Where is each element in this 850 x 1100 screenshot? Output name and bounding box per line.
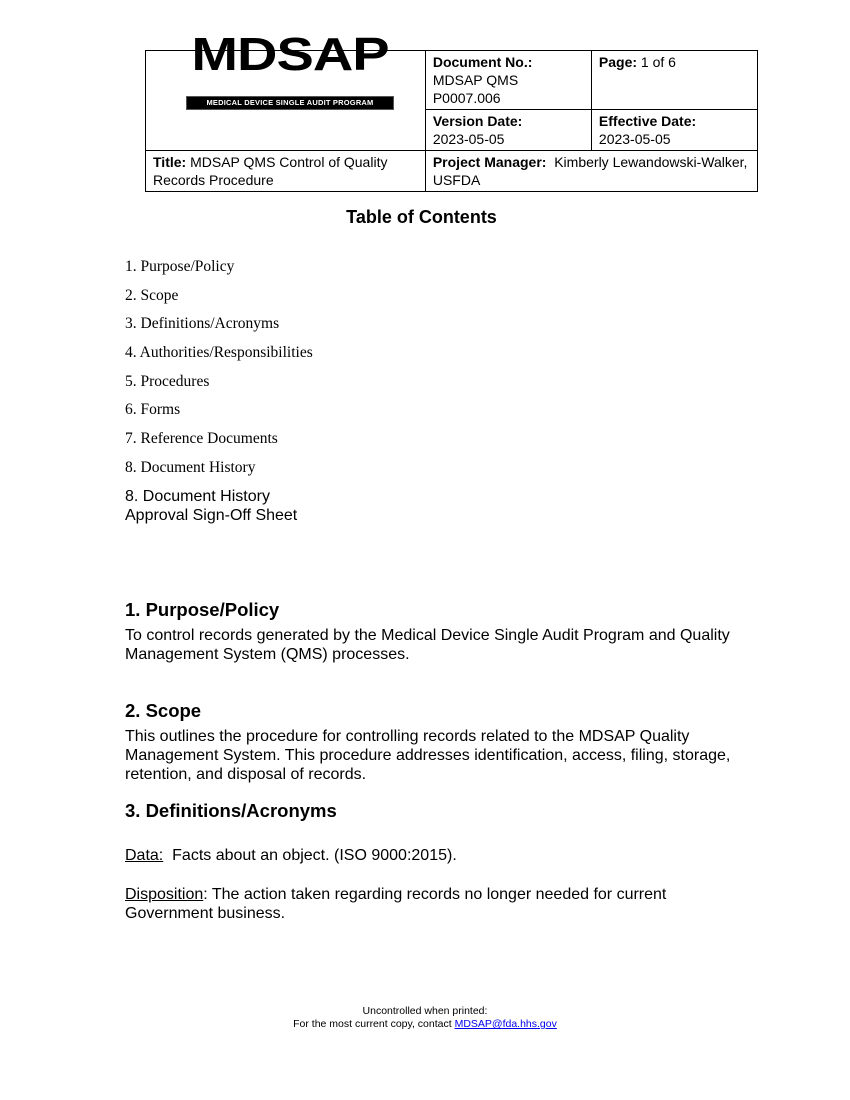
project-manager-cell xyxy=(425,151,757,192)
toc-extra xyxy=(125,487,297,525)
scope-heading: 2. Scope xyxy=(125,700,202,721)
toc-extra-approval: Approval Sign-Off Sheet xyxy=(125,507,298,524)
purpose-heading: 1. Purpose/Policy xyxy=(125,599,280,620)
toc-extra-history: 8. Document History xyxy=(125,488,270,505)
logo-text: MDSAP xyxy=(191,28,389,80)
project-manager-label: Project Manager: xyxy=(432,154,547,170)
toc-item[interactable]: 4. Authorities/Responsibilities xyxy=(125,344,313,362)
effective-date-cell xyxy=(591,110,757,151)
title-label: Title: xyxy=(153,154,187,170)
page-value: 1 of 6 xyxy=(640,54,676,70)
logo-subtitle: MEDICAL DEVICE SINGLE AUDIT PROGRAM xyxy=(186,96,394,110)
toc-item[interactable]: 6. Forms xyxy=(125,401,181,419)
doc-no-cell xyxy=(425,51,591,110)
footer-uncontrolled-note: Uncontrolled when printed: xyxy=(362,1005,488,1017)
title-value: MDSAP QMS Control of Quality Records Procedure xyxy=(153,154,388,188)
doc-no-label: Document No.: xyxy=(432,54,533,70)
version-date-value: 2023-05-05 xyxy=(432,131,505,147)
definition-disposition-text: : The action taken regarding records no longer needed for current Government business. xyxy=(125,886,667,922)
page-label: Page: xyxy=(598,54,638,70)
definitions-heading: 3. Definitions/Acronyms xyxy=(125,800,337,821)
toc-item[interactable]: 1. Purpose/Policy xyxy=(125,258,235,275)
page-cell xyxy=(591,51,757,110)
toc-list xyxy=(125,257,313,487)
footer-contact-text: For the most current copy, contact xyxy=(293,1018,455,1030)
version-date-label: Version Date: xyxy=(432,113,523,129)
toc-title: Table of Contents xyxy=(346,207,497,227)
toc-item[interactable]: 5. Procedures xyxy=(125,372,210,390)
logo-cell xyxy=(146,28,426,151)
definition-data-text: Facts about an object. (ISO 9000:2015). xyxy=(163,847,457,864)
effective-date-label: Effective Date: xyxy=(598,113,697,129)
toc-item[interactable]: 3. Definitions/Acronyms xyxy=(125,315,280,333)
toc-item[interactable]: 8. Document History xyxy=(125,458,256,476)
mdsap-logo xyxy=(186,28,394,110)
toc-item[interactable]: 2. Scope xyxy=(125,286,179,304)
toc-item[interactable]: 7. Reference Documents xyxy=(125,430,278,448)
purpose-text: To control records generated by the Medical Device Single Audit Program and Quality Management System (QMS) processes. xyxy=(125,627,730,663)
definition-disposition xyxy=(125,885,745,923)
document-header-table xyxy=(145,28,758,192)
footer-email-link[interactable]: MDSAP@fda.hhs.gov xyxy=(454,1018,557,1030)
doc-no-value: MDSAP QMS P0007.006 xyxy=(432,72,519,106)
page-footer xyxy=(0,1005,850,1031)
effective-date-value: 2023-05-05 xyxy=(598,131,671,147)
definition-disposition-term: Disposition xyxy=(125,886,204,903)
definition-data-term: Data: xyxy=(125,847,164,864)
version-date-cell xyxy=(425,110,591,151)
project-manager-value: Kimberly Lewandowski-Walker, USFDA xyxy=(432,154,748,188)
title-cell xyxy=(146,151,426,192)
footer-contact-line xyxy=(0,1018,850,1031)
scope-text: This outlines the procedure for controlling records related to the MDSAP Quality Management System. This procedure addresses identification, access, filing, storage, retention, and disposal of records. xyxy=(125,728,731,783)
definition-data xyxy=(125,846,745,865)
